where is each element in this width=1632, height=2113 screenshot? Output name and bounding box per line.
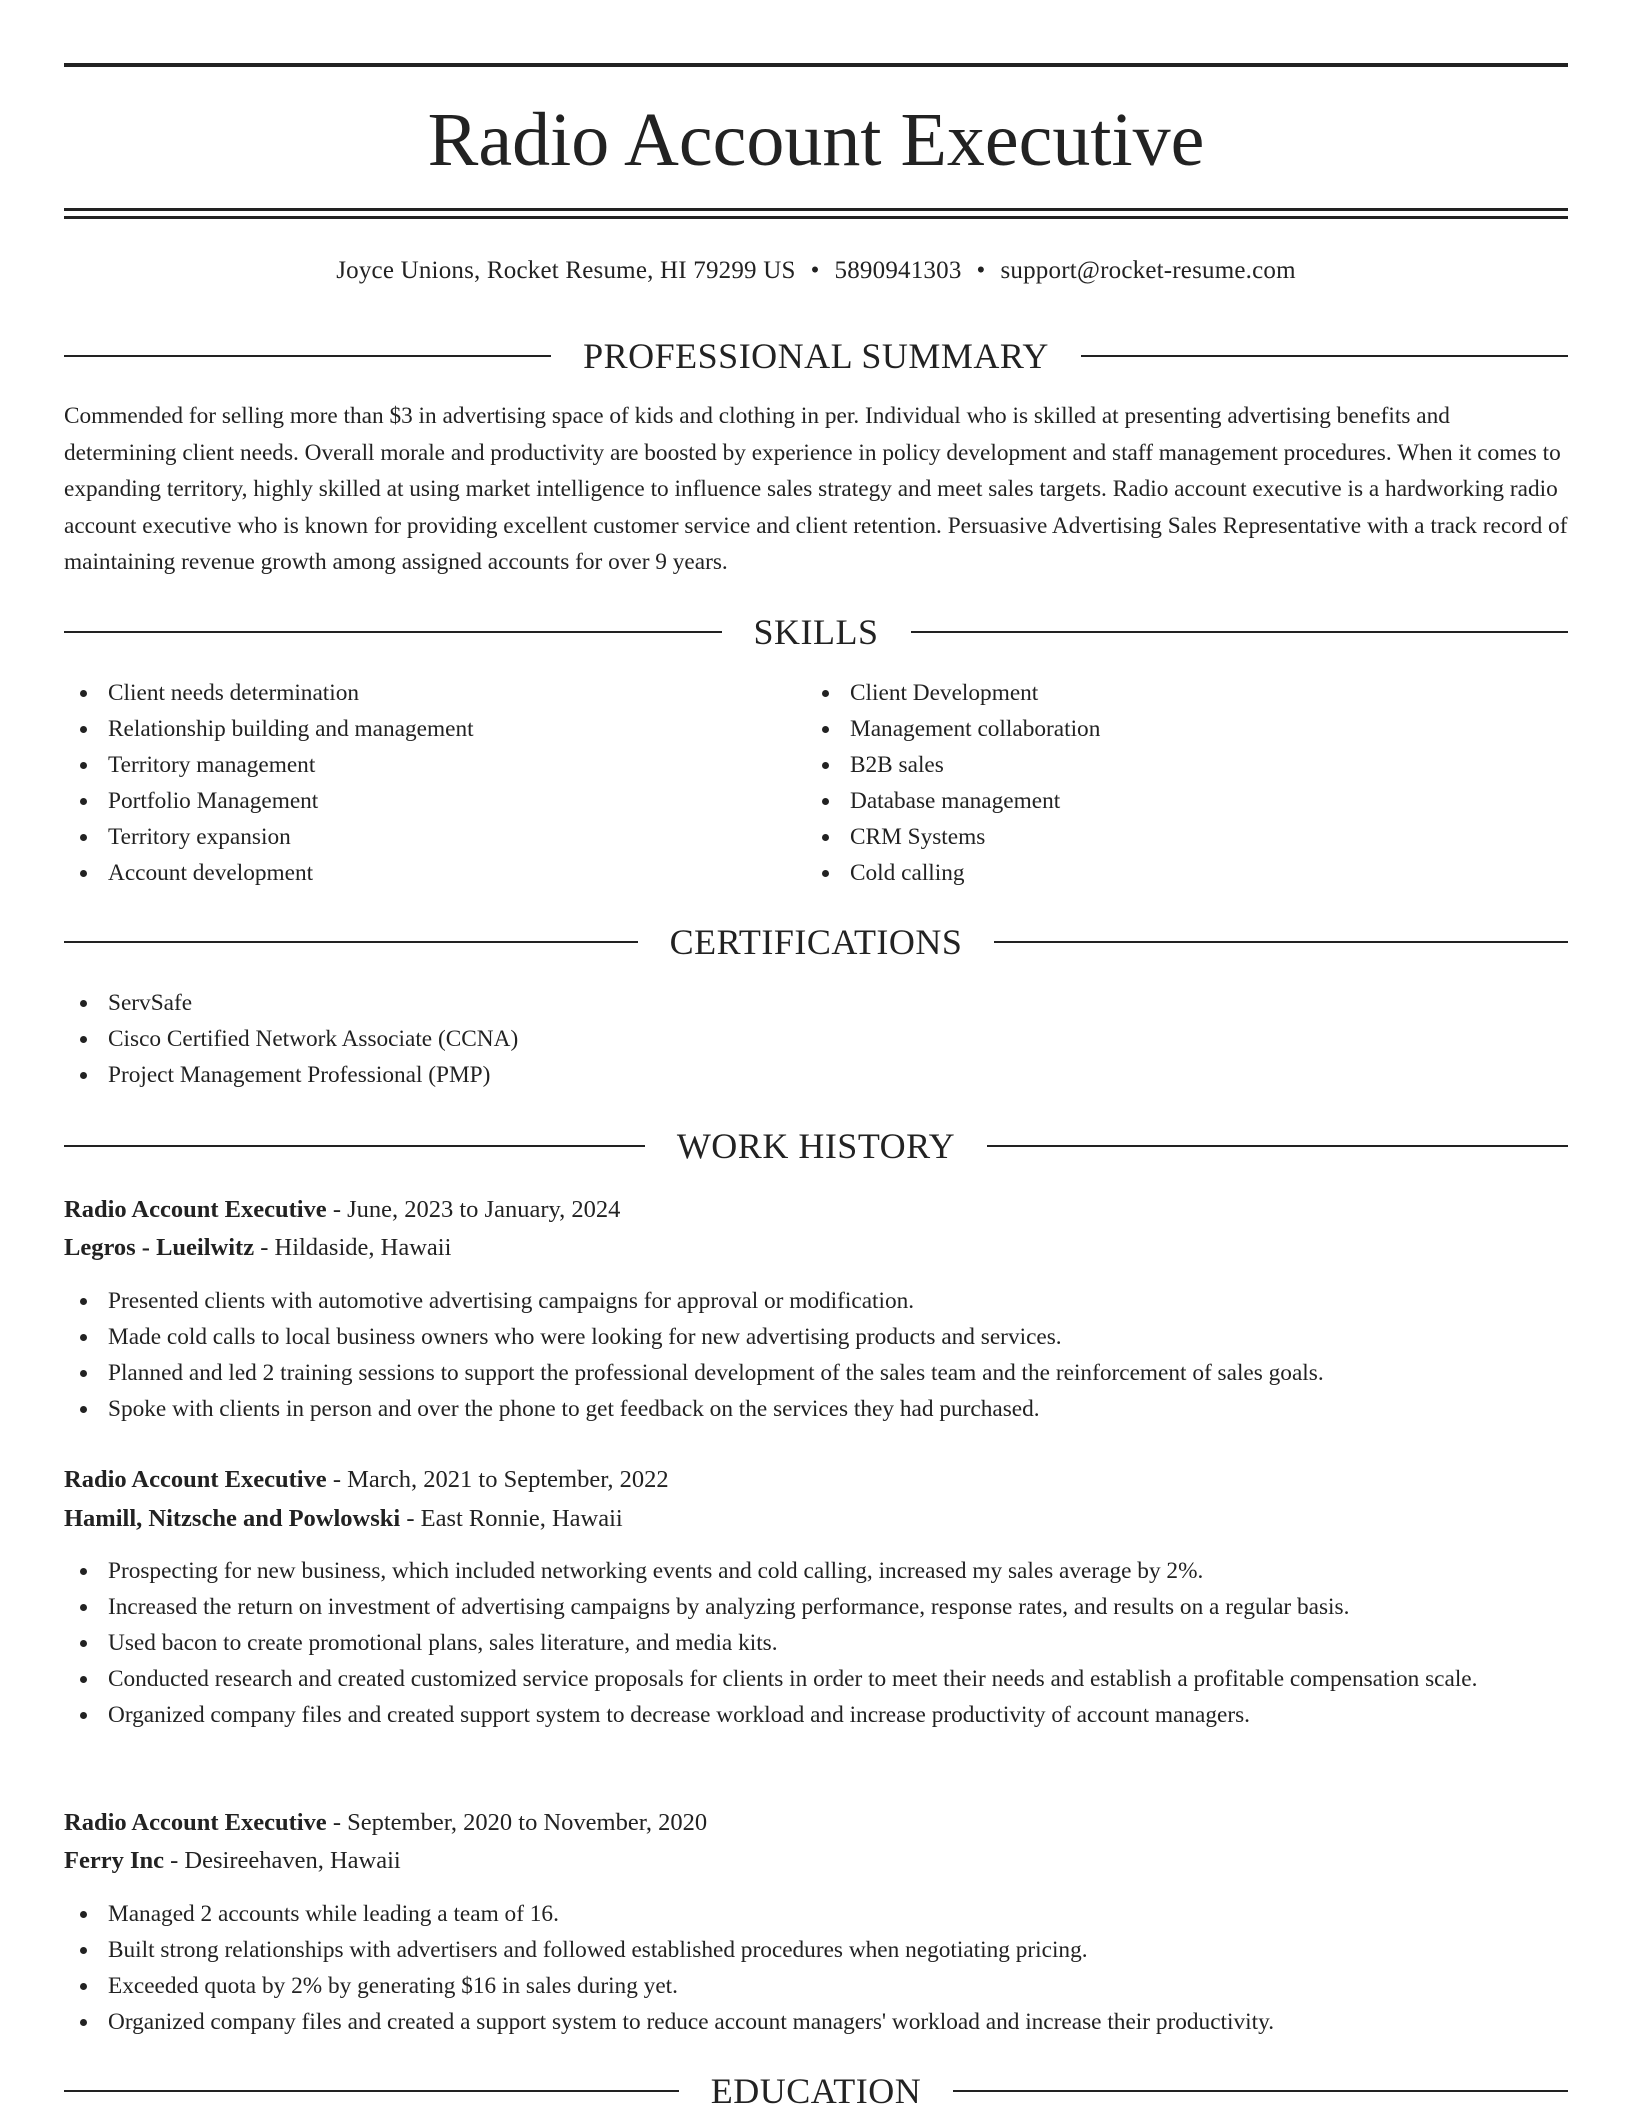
section-title-summary: PROFESSIONAL SUMMARY — [583, 336, 1049, 376]
job-company: Hamill, Nitzsche and Powlowski — [64, 1505, 401, 1532]
job-duty-item: Spoke with clients in person and over the phone to get feedback on the services they had purchased. — [64, 1391, 1568, 1427]
section-header-skills — [64, 610, 1568, 654]
job-duty-item: Used bacon to create promotional plans, sales literature, and media kits. — [64, 1625, 1568, 1661]
skill-item: Relationship building and management — [64, 711, 804, 747]
job-title: Radio Account Executive — [64, 1809, 327, 1836]
job-title: Radio Account Executive — [64, 1466, 327, 1493]
job-company-line — [64, 1228, 1568, 1267]
job-dates: - September, 2020 to November, 2020 — [326, 1809, 708, 1836]
job-duty-item: Built strong relationships with advertisers and followed established procedures when negotiating pricing. — [64, 1932, 1568, 1968]
job-duties — [64, 1283, 1568, 1427]
section-divider — [64, 1145, 645, 1147]
skill-item: Database management — [806, 783, 1546, 819]
skills-list-right — [806, 675, 1546, 891]
certification-item: ServSafe — [64, 985, 1568, 1021]
section-header-certifications — [64, 920, 1568, 964]
skill-item: Portfolio Management — [64, 783, 804, 819]
section-header-summary — [64, 334, 1568, 378]
job-dates: - March, 2021 to September, 2022 — [326, 1466, 669, 1493]
section-divider — [64, 631, 722, 633]
skill-item: Territory management — [64, 747, 804, 783]
section-divider — [911, 631, 1569, 633]
skill-item: B2B sales — [806, 747, 1546, 783]
job-duty-item: Increased the return on investment of advertising campaigns by analyzing performance, response rates, and results on a regular basis. — [64, 1589, 1568, 1625]
job-location: - Desireehaven, Hawaii — [164, 1847, 401, 1874]
certification-item: Cisco Certified Network Associate (CCNA) — [64, 1021, 1568, 1057]
skill-item: Cold calling — [806, 855, 1546, 891]
job-duty-item: Presented clients with automotive advertising campaigns for approval or modification. — [64, 1283, 1568, 1319]
resume-title: Radio Account Executive — [427, 98, 1205, 182]
job-dates: - June, 2023 to January, 2024 — [326, 1196, 621, 1223]
contact-phone: 5890941303 — [834, 257, 962, 284]
skills-column-right — [806, 675, 1546, 891]
skill-item: Client needs determination — [64, 675, 804, 711]
job-duty-item: Exceeded quota by 2% by generating $16 in sales during yet. — [64, 1968, 1568, 2004]
summary-paragraph: Commended for selling more than $3 in advertising space of kids and clothing in per. Individual who is skilled at presenting advertising benefits and determining client needs. Overall morale and productivity are boosted by experience in policy development and staff management procedures. When it comes to expanding territory, highly skilled at using market intelligence to influence sales strategy and meet sales targets. Radio account executive is a hardworking radio account executive who is known for providing excellent customer service and client retention. Persuasive Advertising Sales Representative with a track record of maintaining revenue growth among assigned accounts for over 9 years. — [64, 403, 1568, 575]
section-divider — [64, 941, 638, 943]
contact-address: Joyce Unions, Rocket Resume, HI 79299 US — [336, 257, 796, 284]
job-duty-item: Conducted research and created customized service proposals for clients in order to meet their needs and establish a profitable compensation scale. — [64, 1661, 1568, 1697]
job-duties — [64, 1553, 1568, 1733]
job-duty-item: Planned and led 2 training sessions to support the professional development of the sales team and the reinforcement of sales goals. — [64, 1355, 1568, 1391]
section-divider — [1081, 355, 1568, 357]
skills-column-left — [64, 675, 804, 891]
certifications-block — [64, 985, 1568, 1093]
section-header-education — [64, 2069, 1568, 2113]
skill-item: Territory expansion — [64, 819, 804, 855]
certifications-list — [64, 985, 1568, 1093]
job-title-line — [64, 1190, 1568, 1229]
job-duties — [64, 1896, 1568, 2040]
job-duty-item: Organized company files and created support system to decrease workload and increase productivity of account managers. — [64, 1697, 1568, 1733]
section-divider — [953, 2090, 1568, 2092]
job-duty-item: Organized company files and created a support system to reduce account managers' workload and increase their productivity. — [64, 2004, 1568, 2040]
skill-item: Management collaboration — [806, 711, 1546, 747]
job-duty-item: Managed 2 accounts while leading a team of 16. — [64, 1896, 1568, 1932]
job-title-line — [64, 1803, 1568, 1842]
top-rule — [64, 63, 1568, 67]
job-duties-list — [64, 1553, 1568, 1733]
job-company-line — [64, 1499, 1568, 1538]
section-title-work: WORK HISTORY — [676, 1126, 956, 1166]
job-title-line — [64, 1460, 1568, 1499]
skill-item: CRM Systems — [806, 819, 1546, 855]
section-divider — [64, 2090, 679, 2092]
section-divider — [994, 941, 1568, 943]
section-divider — [987, 1145, 1568, 1147]
job-title: Radio Account Executive — [64, 1196, 327, 1223]
section-title-certifications: CERTIFICATIONS — [669, 922, 963, 962]
job-duty-item: Made cold calls to local business owners who were looking for new advertising products and services. — [64, 1319, 1568, 1355]
contact-line — [64, 254, 1568, 288]
title-double-rule — [64, 208, 1568, 219]
section-header-work — [64, 1124, 1568, 1168]
job-duty-item: Prospecting for new business, which included networking events and cold calling, increased my sales average by 2%. — [64, 1553, 1568, 1589]
skill-item: Client Development — [806, 675, 1546, 711]
job-location: - East Ronnie, Hawaii — [400, 1505, 623, 1532]
job-location: - Hildaside, Hawaii — [254, 1234, 452, 1261]
job-company: Legros - Lueilwitz — [64, 1234, 255, 1261]
contact-separator: • — [976, 257, 986, 284]
certification-item: Project Management Professional (PMP) — [64, 1057, 1568, 1093]
section-title-skills: SKILLS — [753, 612, 879, 652]
contact-separator: • — [810, 257, 820, 284]
job-company-line — [64, 1841, 1568, 1880]
section-divider — [64, 355, 551, 357]
section-title-education: EDUCATION — [710, 2071, 922, 2111]
skills-list-left — [64, 675, 804, 891]
job-duties-list — [64, 1283, 1568, 1427]
skill-item: Account development — [64, 855, 804, 891]
job-company: Ferry Inc — [64, 1847, 164, 1874]
contact-email: support@rocket-resume.com — [1000, 257, 1296, 284]
job-duties-list — [64, 1896, 1568, 2040]
